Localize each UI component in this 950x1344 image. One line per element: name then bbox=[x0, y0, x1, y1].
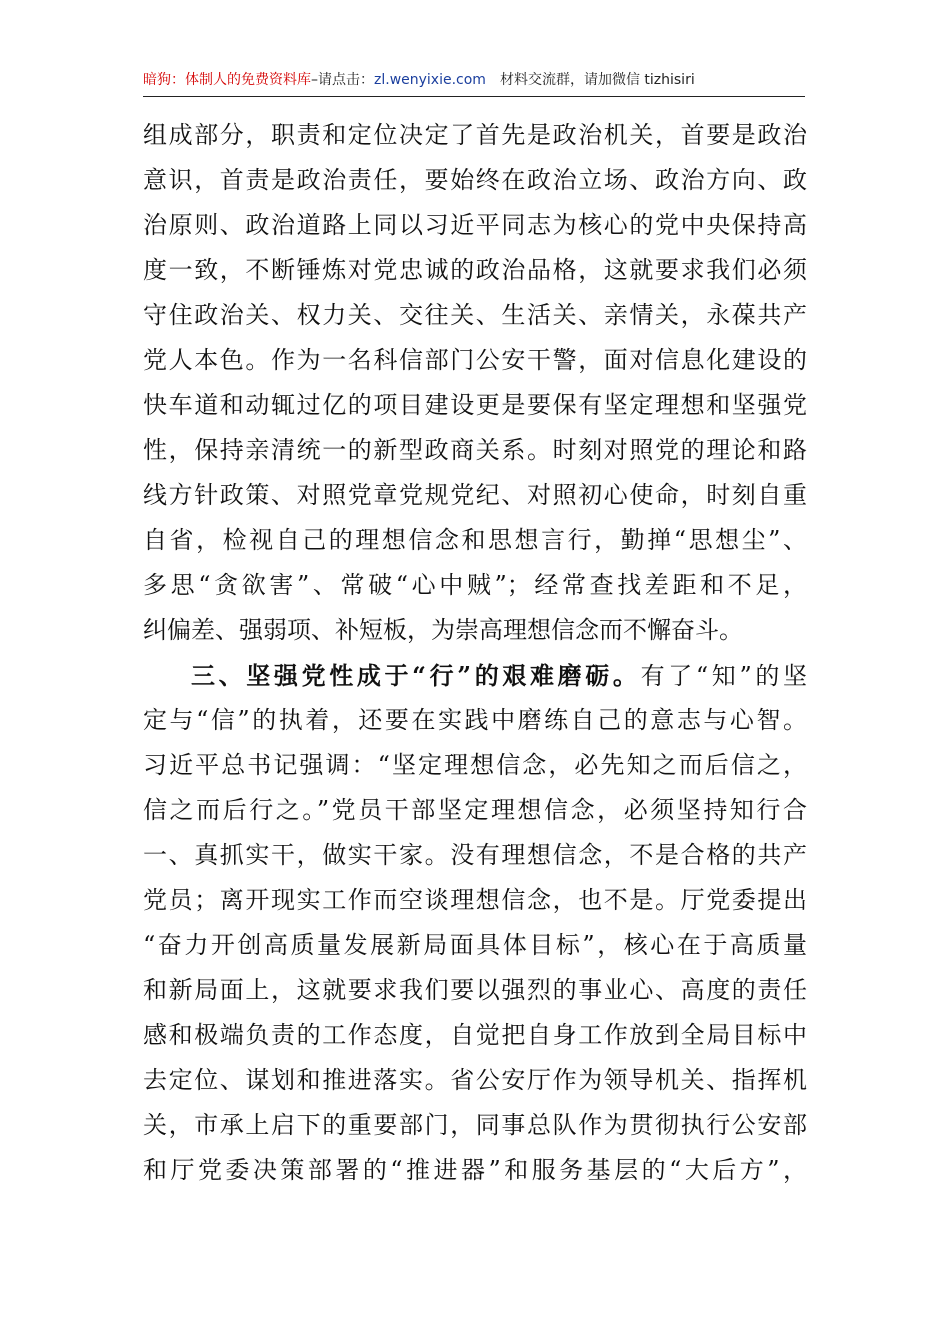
text-line: 纠偏差、强弱项、补短板，为崇高理想信念而不懈奋斗。 bbox=[143, 616, 743, 644]
text-line: 有了“知”的坚 bbox=[640, 662, 807, 690]
text-line: 党人本色。作为一名科信部门公安干警，面对信息化建设的 bbox=[143, 346, 807, 374]
contact-text: 材料交流群，请加微信 tizhisiri bbox=[499, 72, 695, 88]
text-line: 性，保持亲清统一的新型政商关系。时刻对照党的理论和路 bbox=[143, 436, 807, 464]
document-body bbox=[143, 113, 807, 1193]
text-line: 一、真抓实干，做实干家。没有理想信念，不是合格的共产 bbox=[143, 841, 807, 869]
text-line: 治原则、政治道路上同以习近平同志为核心的党中央保持高 bbox=[143, 211, 807, 239]
site-link[interactable]: zl.wenyixie.com bbox=[374, 72, 486, 88]
text-line: 去定位、谋划和推进落实。省公安厅作为领导机关、指挥机 bbox=[143, 1066, 807, 1094]
text-line: 快车道和动辄过亿的项目建设更是要保有坚定理想和坚强党 bbox=[143, 391, 807, 419]
text-line: 意识，首责是政治责任，要始终在政治立场、政治方向、政 bbox=[143, 166, 807, 194]
text-line: 和新局面上，这就要求我们要以强烈的事业心、高度的责任 bbox=[143, 976, 807, 1004]
text-line: 信之而后行之。”党员干部坚定理想信念，必须坚持知行合 bbox=[143, 796, 807, 824]
text-line: 多思“贪欲害”、常破“心中贼”；经常查找差距和不足， bbox=[143, 571, 807, 599]
text-line: 自省，检视自己的理想信念和思想言行，勤掸“思想尘”、 bbox=[143, 526, 807, 554]
click-prompt: –请点击： bbox=[311, 72, 374, 88]
text-line: 度一致，不断锤炼对党忠诚的政治品格，这就要求我们必须 bbox=[143, 256, 807, 284]
section-heading: 三、坚强党性成于“行”的艰难磨砺。 bbox=[191, 661, 641, 690]
page-header bbox=[143, 64, 805, 97]
text-line: 党员；离开现实工作而空谈理想信念，也不是。厅党委提出 bbox=[143, 886, 807, 914]
text-line: 和厅党委决策部署的“推进器”和服务基层的“大后方”， bbox=[143, 1156, 807, 1184]
text-line: 组成部分，职责和定位决定了首先是政治机关，首要是政治 bbox=[143, 121, 807, 149]
text-line: 感和极端负责的工作态度，自觉把自身工作放到全局目标中 bbox=[143, 1021, 807, 1049]
text-line: 守住政治关、权力关、交往关、生活关、亲情关，永葆共产 bbox=[143, 301, 807, 329]
text-line: 定与“信”的执着，还要在实践中磨练自己的意志与心智。 bbox=[143, 706, 807, 734]
site-label: 暗狗：体制人的免费资料库 bbox=[143, 72, 311, 88]
text-line: 习近平总书记强调：“坚定理想信念，必先知之而后信之， bbox=[143, 751, 807, 779]
text-line: “奋力开创高质量发展新局面具体目标”，核心在于高质量 bbox=[143, 931, 807, 959]
text-line: 关，市承上启下的重要部门，同事总队作为贯彻执行公安部 bbox=[143, 1111, 807, 1139]
text-line: 线方针政策、对照党章党规党纪、对照初心使命，时刻自重 bbox=[143, 481, 807, 509]
section-heading-line bbox=[143, 653, 807, 698]
